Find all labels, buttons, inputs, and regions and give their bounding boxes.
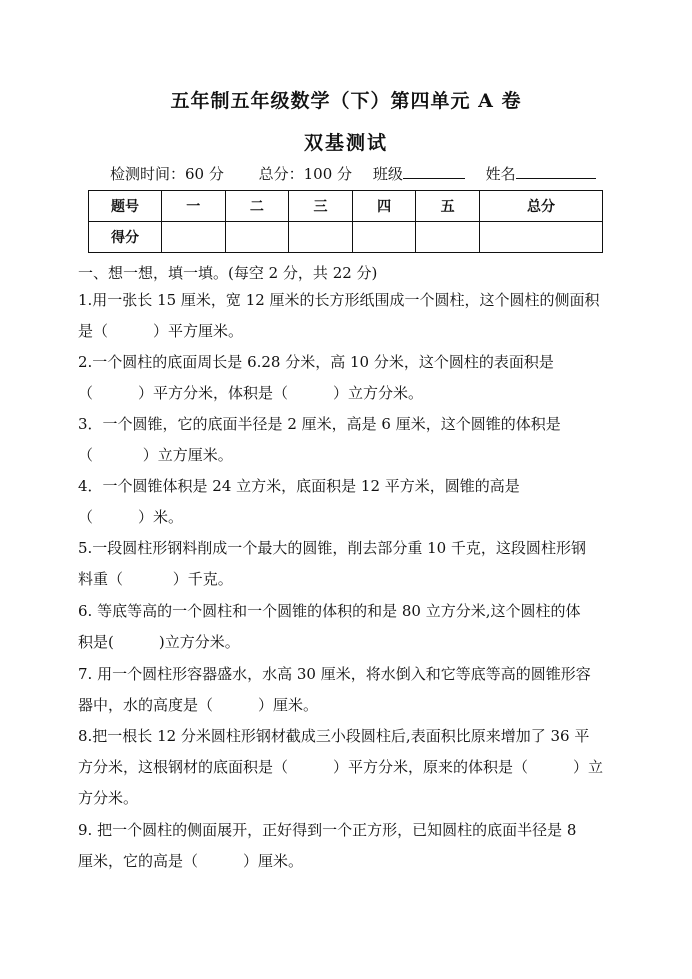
question-7 [78, 659, 618, 721]
question-text: 积是( )立方分米。 [78, 633, 240, 651]
question-text: 1.用一张长 15 厘米，宽 12 厘米的长方形纸围成一个圆柱，这个圆柱的侧面积 [78, 291, 600, 309]
question-text: 4．一个圆锥体积是 24 立方米，底面积是 12 平方米，圆锥的高是 [78, 477, 520, 495]
score-table-header-cell: 一 [162, 191, 226, 222]
question-5 [78, 533, 618, 595]
class-label: 班级 [372, 165, 403, 183]
question-text: 料重（ ）千克。 [78, 570, 233, 588]
question-text: 7. 用一个圆柱形容器盛水，水高 30 厘米，将水倒入和它等底等高的圆锥形容 [78, 665, 591, 683]
page-subtitle: 双基测试 [303, 132, 388, 154]
question-6 [78, 596, 618, 658]
page-title: 五年制五年级数学（下）第四单元 A 卷 [170, 90, 522, 112]
question-2 [78, 347, 618, 409]
score-cell[interactable] [225, 222, 289, 253]
name-label: 姓名 [485, 165, 516, 183]
question-text: （ ）平方分米，体积是（ ）立方分米。 [78, 384, 424, 402]
score-row-label: 得分 [89, 222, 162, 253]
score-table-header-cell: 题号 [89, 191, 162, 222]
question-text: 方分米，这根钢材的底面积是（ ）平方分米，原来的体积是（ ）立 [78, 758, 604, 776]
score-table-header-cell: 二 [225, 191, 289, 222]
section-heading: 一、想一想，填一填。(每空 2 分，共 22 分) [78, 264, 378, 282]
question-text: 2.一个圆柱的底面周长是 6.28 分米，高 10 分米，这个圆柱的表面积是 [78, 353, 554, 371]
question-text: （ ）米。 [78, 508, 184, 526]
question-text: 3．一个圆锥，它的底面半径是 2 厘米，高是 6 厘米，这个圆锥的体积是 [78, 415, 561, 433]
question-1 [78, 285, 618, 347]
score-cell[interactable] [479, 222, 602, 253]
question-9 [78, 815, 618, 877]
score-table-header-cell: 总分 [479, 191, 602, 222]
question-8 [78, 721, 618, 814]
question-text: 厘米，它的高是（ ）厘米。 [78, 852, 304, 870]
score-cell[interactable] [289, 222, 353, 253]
score-table-score-row [89, 222, 603, 253]
question-3 [78, 409, 618, 471]
question-text: 8.把一根长 12 分米圆柱形钢材截成三小段圆柱后,表面积比原来增加了 36 平 [78, 727, 590, 745]
score-table-header-row [89, 191, 603, 222]
exam-time: 检测时间：60 分 [110, 165, 224, 183]
score-cell[interactable] [162, 222, 226, 253]
exam-info-line [110, 163, 596, 184]
question-text: （ ）立方厘米。 [78, 446, 233, 464]
question-4 [78, 471, 618, 533]
question-text: 5.一段圆柱形钢料削成一个最大的圆锥，削去部分重 10 千克，这段圆柱形钢 [78, 539, 586, 557]
question-text: 是（ ）平方厘米。 [78, 322, 244, 340]
name-blank[interactable] [516, 164, 596, 179]
score-table-header-cell: 五 [416, 191, 480, 222]
score-cell[interactable] [416, 222, 480, 253]
question-text: 6. 等底等高的一个圆柱和一个圆锥的体积的和是 80 立方分米,这个圆柱的体 [78, 602, 581, 620]
score-table-header-cell: 三 [289, 191, 353, 222]
question-text: 器中，水的高度是（ ）厘米。 [78, 696, 319, 714]
class-blank[interactable] [403, 164, 465, 179]
score-cell[interactable] [352, 222, 416, 253]
exam-total-score: 总分：100 分 [258, 165, 353, 183]
question-text: 方分米。 [78, 789, 139, 807]
score-table-header-cell: 四 [352, 191, 416, 222]
question-text: 9. 把一个圆柱的侧面展开，正好得到一个正方形，已知圆柱的底面半径是 8 [78, 821, 577, 839]
score-table [88, 190, 603, 253]
